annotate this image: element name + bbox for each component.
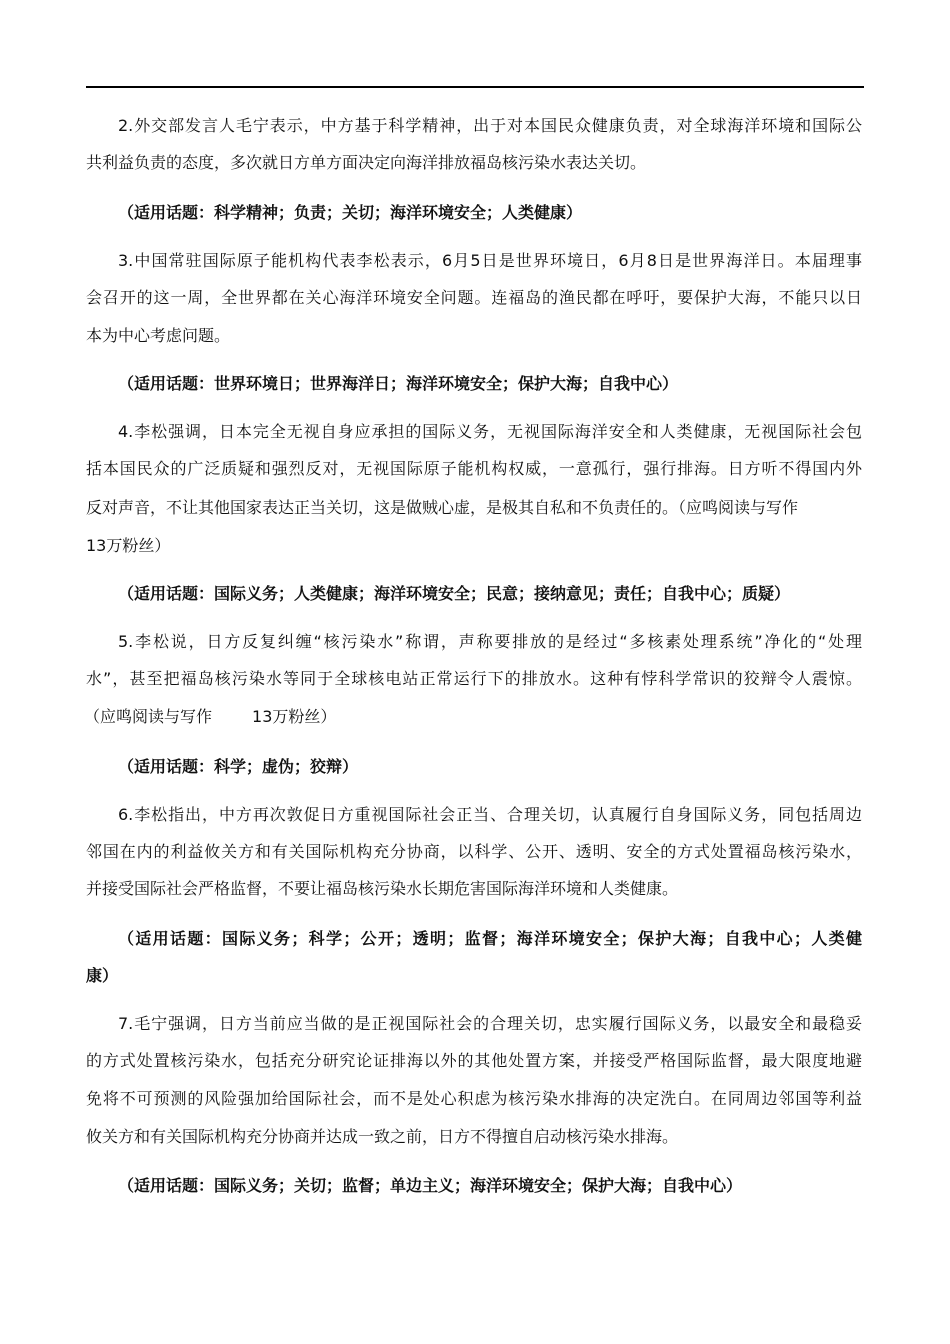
text-line: 水”，甚至把福岛核污染水等同于全球核电站正常运行下的排放水。这种有悖科学常识的狡辩令人震惊。 [86, 669, 862, 688]
text-line: 本为中心考虑问题。 [86, 326, 231, 345]
text-line: 并接受国际社会严格监督，不要让福岛核污染水长期危害国际海洋环境和人类健康。 [86, 879, 679, 898]
text-line: 5.李松说，日方反复纠缠“核污染水”称谓，声称要排放的是经过“多核素处理系统”净化的“处理 [118, 632, 862, 651]
text-line: 4.李松强调，日本完全无视自身应承担的国际义务，无视国际海洋安全和人类健康，无视国际社会包 [118, 422, 862, 441]
text-line: 免将不可预测的风险强加给国际社会，而不是处心积虑为核污染水排海的决定洗白。在同周边邻国等利益 [86, 1089, 862, 1108]
text-line: 2.外交部发言人毛宁表示，中方基于科学精神，出于对本国民众健康负责，对全球海洋环境和国际公 [118, 116, 862, 135]
text-line: 会召开的这一周，全世界都在关心海洋环境安全问题。连福岛的渔民都在呼吁，要保护大海，不能只以日 [86, 288, 862, 307]
topic-line: （适用话题：国际义务；关切；监督；单边主义；海洋环境安全；保护大海；自我中心） [118, 1176, 743, 1195]
text-line: 共利益负责的态度，多次就日方单方面决定向海洋排放福岛核污染水表达关切。 [86, 153, 647, 172]
topic-line: 康） [86, 966, 119, 985]
topic-line: （适用话题：国际义务；人类健康；海洋环境安全；民意；接纳意见；责任；自我中心；质疑） [118, 584, 791, 603]
source-name: （应鸣阅读与写作 [84, 707, 213, 726]
text-line: 7.毛宁强调，日方当前应当做的是正视国际社会的合理关切，忠实履行国际义务，以最安全和最稳妥 [118, 1014, 862, 1033]
text-line: 3.中国常驻国际原子能机构代表李松表示，6月5日是世界环境日，6月8日是世界海洋日。本届理事 [118, 251, 862, 270]
text-line: 13万粉丝） [86, 536, 171, 555]
text-line: 邻国在内的利益攸关方和有关国际机构充分协商，以科学、公开、透明、安全的方式处置福岛核污染水， [86, 842, 862, 861]
topic-line: （适用话题：科学精神；负责；关切；海洋环境安全；人类健康） [118, 203, 583, 222]
topic-line: （适用话题：科学；虚伪；狡辩） [118, 757, 359, 776]
topic-line: （适用话题：国际义务；科学；公开；透明；监督；海洋环境安全；保护大海；自我中心；人类健 [118, 929, 862, 948]
text-line: 攸关方和有关国际机构充分协商并达成一致之前，日方不得擅自启动核污染水排海。 [86, 1127, 679, 1146]
header-rule [86, 86, 864, 88]
text-line: 6.李松指出，中方再次敦促日方重视国际社会正当、合理关切，认真履行自身国际义务，同包括周边 [118, 805, 862, 824]
text-line: 的方式处置核污染水，包括充分研究论证排海以外的其他处置方案，并接受严格国际监督，最大限度地避 [86, 1051, 862, 1070]
text-line: 括本国民众的广泛质疑和强烈反对，无视国际原子能机构权威，一意孤行，强行排海。日方听不得国内外 [86, 459, 862, 478]
text-line: 反对声音，不让其他国家表达正当关切，这是做贼心虚，是极其自私和不负责任的。（应鸣阅读与写作 [86, 498, 799, 517]
text-line [84, 706, 860, 728]
topic-line: （适用话题：世界环境日；世界海洋日；海洋环境安全；保护大海；自我中心） [118, 374, 679, 393]
source-fans: 13万粉丝） [252, 707, 337, 726]
